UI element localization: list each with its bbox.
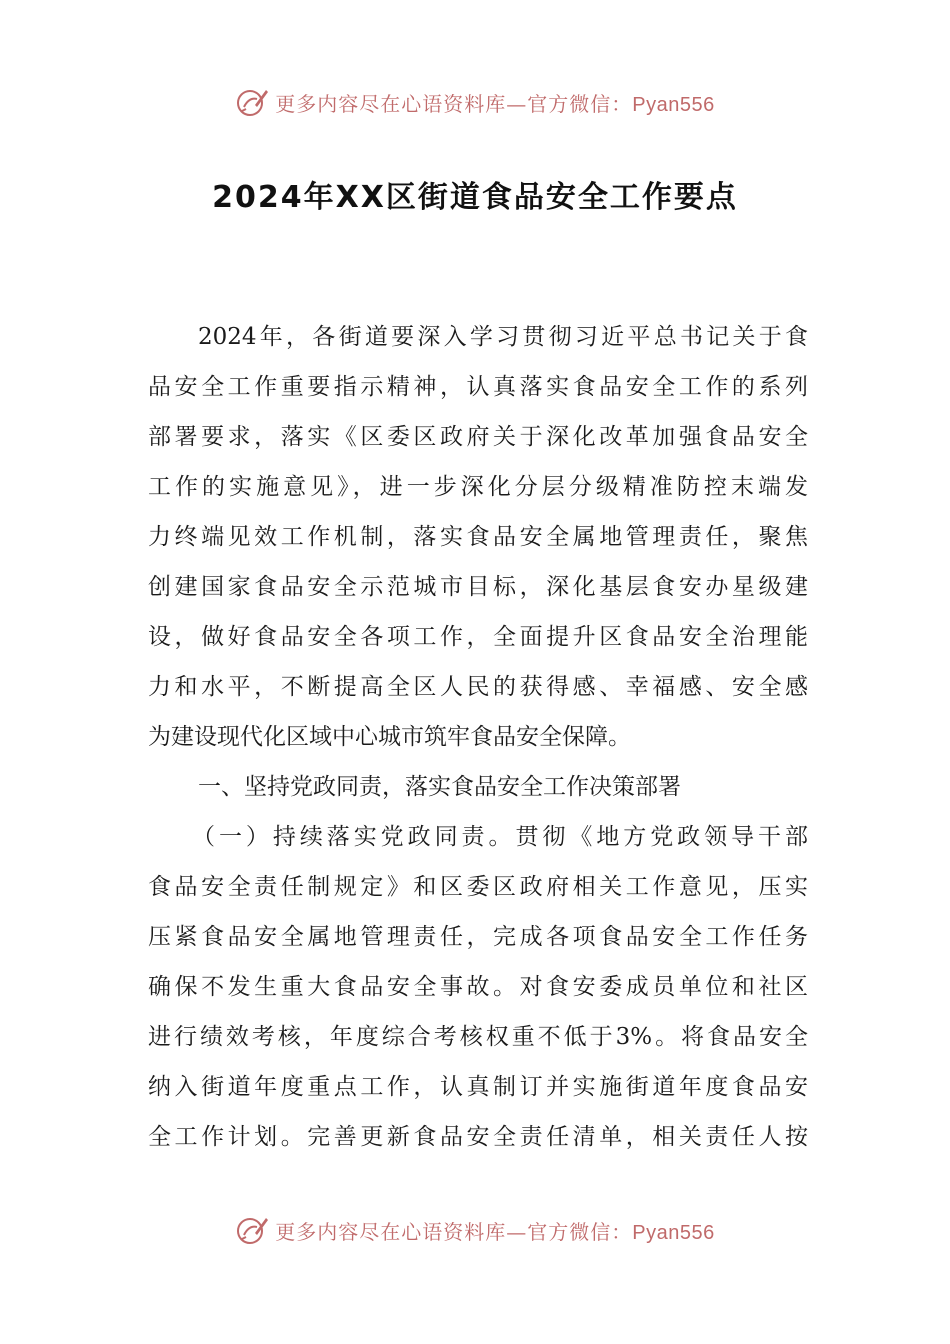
footer-watermark bbox=[0, 1210, 950, 1250]
watermark-wechat-id: Pyan556 bbox=[632, 1221, 715, 1244]
paragraph-1-line: 力和水平，不断提高全区人民的获得感、幸福感、安全感 bbox=[148, 674, 808, 700]
paragraph-2-line: 压紧食品安全属地管理责任，完成各项食品安全工作任务 bbox=[148, 924, 808, 950]
paragraph-2-line: 纳入街道年度重点工作，认真制订并实施街道年度食品安 bbox=[148, 1074, 808, 1100]
paragraph-2-line: （一）持续落实党政同责。贯彻《地方党政领导干部 bbox=[192, 824, 808, 850]
watermark-wechat-id: Pyan556 bbox=[632, 93, 715, 116]
paragraph-1-line: 工作的实施意见》，进一步深化分层分级精准防控末端发 bbox=[148, 474, 808, 500]
watermark-text: 更多内容尽在心语资料库—官方微信：Pyan556 bbox=[275, 1219, 715, 1244]
paragraph-2-line: 进行绩效考核，年度综合考核权重不低于3%。将食品安全 bbox=[148, 1024, 808, 1050]
paragraph-2-line: 全工作计划。完善更新食品安全责任清单，相关责任人按 bbox=[148, 1124, 808, 1150]
pen-circle-logo-icon bbox=[235, 85, 269, 119]
paragraph-1-line: 为建设现代化区域中心城市筑牢食品安全保障。 bbox=[148, 724, 631, 750]
paragraph-1-line: 2024年，各街道要深入学习贯彻习近平总书记关于食 bbox=[198, 324, 808, 350]
paragraph-2-line: 确保不发生重大食品安全事故。对食安委成员单位和社区 bbox=[148, 974, 808, 1000]
section-1-heading: 一、坚持党政同责，落实食品安全工作决策部署 bbox=[198, 774, 681, 800]
paragraph-1-line: 设，做好食品安全各项工作，全面提升区食品安全治理能 bbox=[148, 624, 808, 650]
paragraph-2-line: 食品安全责任制规定》和区委区政府相关工作意见，压实 bbox=[148, 874, 808, 900]
paragraph-1-line: 创建国家食品安全示范城市目标，深化基层食安办星级建 bbox=[148, 574, 808, 600]
paragraph-1-line: 部署要求，落实《区委区政府关于深化改革加强食品安全 bbox=[148, 424, 808, 450]
pen-circle-logo-icon bbox=[235, 1213, 269, 1247]
header-watermark bbox=[0, 82, 950, 122]
paragraph-1-line: 品安全工作重要指示精神，认真落实食品安全工作的系列 bbox=[148, 374, 808, 400]
watermark-text: 更多内容尽在心语资料库—官方微信：Pyan556 bbox=[275, 91, 715, 116]
document-title: 2024年XX区街道食品安全工作要点 bbox=[212, 180, 738, 215]
paragraph-1-line: 力终端见效工作机制，落实食品安全属地管理责任，聚焦 bbox=[148, 524, 808, 550]
document-body bbox=[148, 312, 808, 1162]
